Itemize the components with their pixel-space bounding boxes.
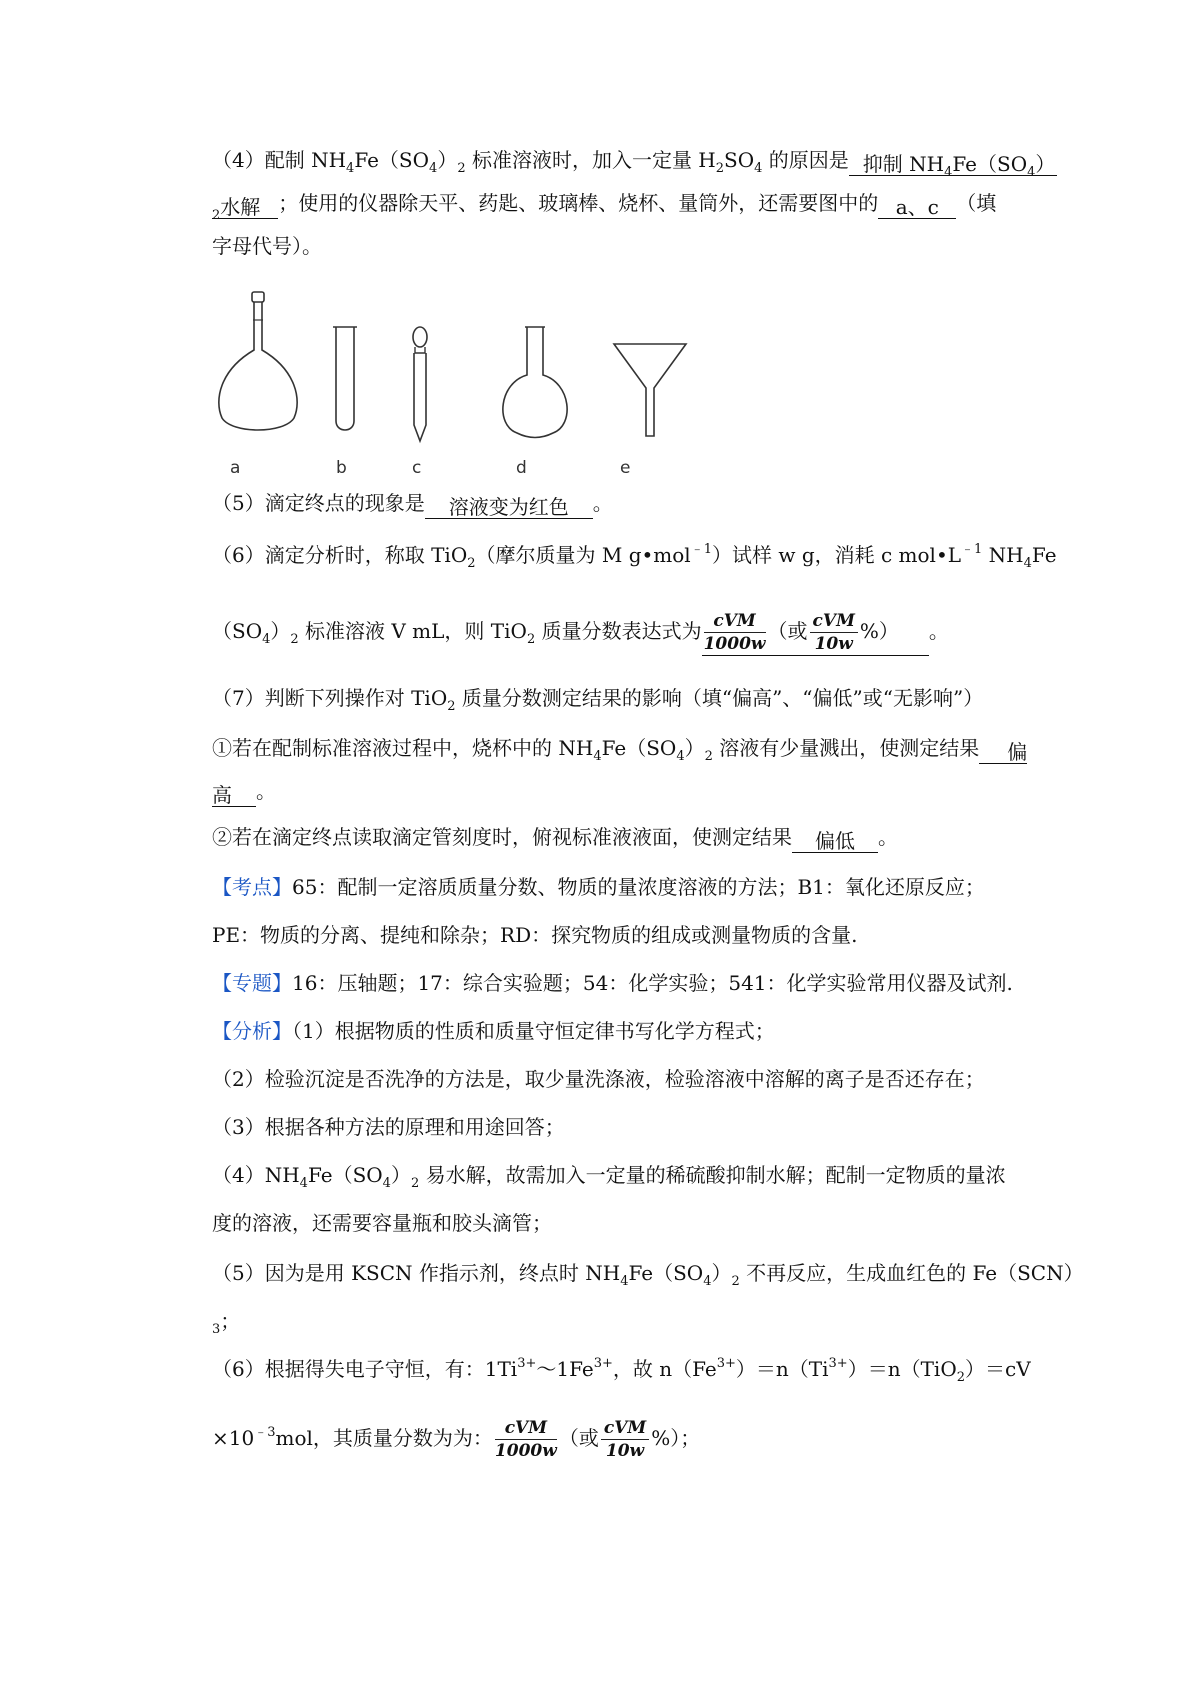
q4-line2: $_2$水解 ；使用的仪器除天平、药匙、玻璃棒、烧杯、量筒外，还需要图中的 a、c （填 xyxy=(212,191,997,223)
q7-item1-cont: 高 。 xyxy=(212,779,276,807)
kaodian-tag: 【考点】 xyxy=(212,875,292,899)
answer-blank-1b: $_2$水解 xyxy=(212,192,278,219)
fraction-2: $\frac{\text{cVM}}{10w}$ xyxy=(810,610,858,655)
fenxi-line5: 度的溶液，还需要容量瓶和胶头滴管； xyxy=(212,1211,552,1235)
fenxi-line9: $\times 10^{﹣3}mol$，其质量分数为为： $\frac{\text{cVM}}{1000w}$ （或 $\frac{\text{cVM}}{10w}$ %）； xyxy=(212,1418,701,1461)
q6-line2: $(SO_4)_2$ 标准溶液 V mL，则 TiO$_2$ 质量分数表达式为 $\frac{\text{cVM}}{1000w}$ （或 $\frac{\text{cVM}}{10w}$ %） 。 xyxy=(212,610,949,654)
label-b: b xyxy=(336,458,347,478)
fenxi-line7: $_3$； xyxy=(212,1309,241,1337)
volumetric-flask-icon xyxy=(210,290,310,440)
q6-line1: （6）滴定分析时，称取 TiO$_2$（摩尔质量为 M g•mol$^{﹣1}$）试样 w g，消耗 c $mol•L^{﹣1}$ $NH_4Fe$ xyxy=(212,542,1057,571)
label-e: e xyxy=(620,458,631,478)
fenxi-line4: $(4)NH_4Fe(SO_4)_2$ 易水解，故需加入一定量的稀硫酸抑制水解；配制一定物质的量浓 xyxy=(212,1163,1006,1191)
fenxi-line1: 【分析】（1）根据物质的性质和质量守恒定律书写化学方程式； xyxy=(212,1019,775,1043)
fenxi-tag: 【分析】 xyxy=(212,1019,292,1043)
fenxi-line2: （2）检验沉淀是否洗净的方法是，取少量洗涤液，检验溶液中溶解的离子是否还存在； xyxy=(212,1067,985,1091)
q7-item1: ①若在配制标准溶液过程中，烧杯中的 $NH_4Fe(SO_4)_2$ 溶液有少量溅出，使测定结果 偏 xyxy=(212,736,1028,764)
dropper-icon xyxy=(405,325,435,445)
q5-line: （5）滴定终点的现象是 溶液变为红色 。 xyxy=(212,491,613,519)
kaodian-line1: 【考点】65：配制一定溶质质量分数、物质的量浓度溶液的方法；B1：氧化还原反应； xyxy=(212,875,985,899)
fraction-1: $\frac{\text{cVM}}{1000w}$ xyxy=(703,610,766,654)
fraction-3: $\frac{\text{cVM}}{1000w}$ xyxy=(494,1418,557,1461)
answer-blank-7a: 偏 xyxy=(979,737,1027,764)
round-flask-icon xyxy=(495,325,575,440)
kaodian-line2: PE：物质的分离、提纯和除杂；RD：探究物质的组成或测量物质的含量. xyxy=(212,923,858,947)
answer-blank-7b: 高 xyxy=(212,780,256,807)
zhuanti-line: 【专题】16：压轴题；17：综合实验题；54：化学实验；541：化学实验常用仪器及试剂. xyxy=(212,971,1013,995)
answer-blank-5: 溶液变为红色 xyxy=(425,492,593,519)
answer-blank-1a: 抑制 $NH_4Fe(SO_4)$ xyxy=(849,149,1058,176)
funnel-icon xyxy=(610,340,690,440)
fenxi-line3: （3）根据各种方法的原理和用途回答； xyxy=(212,1115,565,1139)
zhuanti-tag: 【专题】 xyxy=(212,971,292,995)
answer-blank-7c: 偏低 xyxy=(792,826,878,853)
fraction-4: $\frac{\text{cVM}}{10w}$ xyxy=(601,1417,649,1462)
label-c: c xyxy=(412,458,422,478)
q4-line3: 字母代号）。 xyxy=(212,234,322,258)
q7-head: （7）判断下列操作对 TiO$_2$ 质量分数测定结果的影响（填“偏高”、“偏低”或“无影响”） xyxy=(212,686,984,714)
test-tube-icon xyxy=(330,325,360,435)
label-a: a xyxy=(230,458,241,478)
fenxi-line8: （6）根据得失电子守恒，有：$1Ti^{3+}\sim 1Fe^{3+}$，故 $n(Fe^{3+})=n(Ti^{3+})=n(TiO_2)=cV$ xyxy=(212,1356,1031,1385)
q7-item2: ②若在滴定终点读取滴定管刻度时，俯视标准液液面，使测定结果 偏低 。 xyxy=(212,825,898,853)
fenxi-line6: （5）因为是用 KSCN 作指示剂，终点时 $NH_4Fe(SO_4)_2$ 不再反应，生成血红色的 Fe（SCN） xyxy=(212,1261,1084,1289)
label-d: d xyxy=(516,458,527,478)
answer-blank-2: a、c xyxy=(878,192,956,219)
q4-line1: （4）配制 $NH_4Fe(SO_4)_2$ 标准溶液时，加入一定量 $H_2SO_4$ 的原因是 抑制 $NH_4Fe(SO_4)$ xyxy=(212,148,1056,180)
answer-blank-6: $\frac{\text{cVM}}{1000w}$ （或 $\frac{\text{cVM}}{10w}$ %） xyxy=(702,610,929,656)
